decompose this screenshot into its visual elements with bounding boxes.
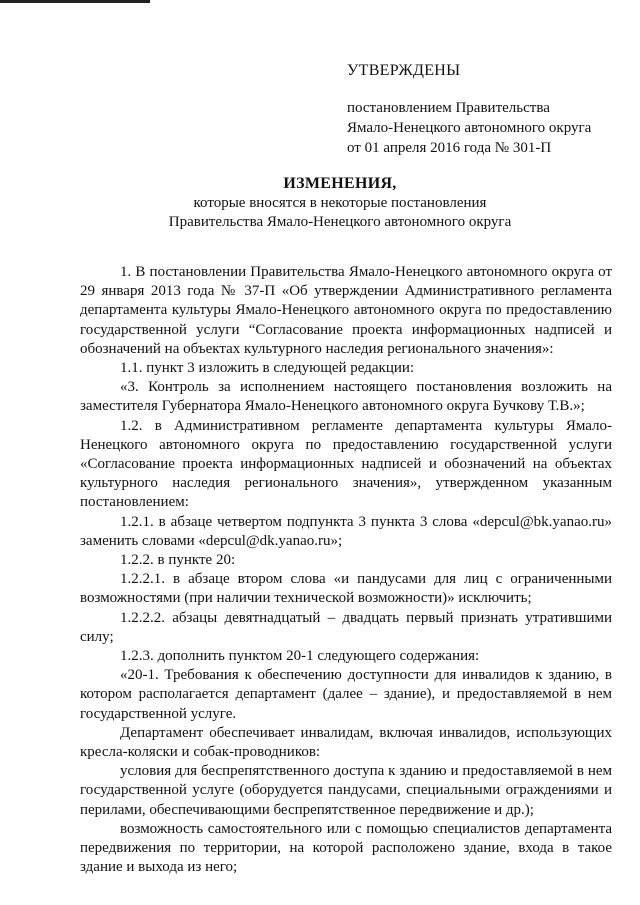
paragraph-access-conditions: условия для беспрепятственного доступа к зданию и предоставляемой в нем государственной услуге (оборудуется пандусами, специальными ограждениями и перилами, обеспечивающими беспрепятственное передвижение и др.);	[80, 763, 612, 818]
approval-line-3: от 01 апреля 2016 года № 301-П	[347, 140, 552, 156]
paragraph-1-1: 1.1. пункт 3 изложить в следующей редакции:	[120, 360, 415, 377]
document-body	[80, 263, 612, 878]
paragraph-1-2-2-1: 1.2.2.1. в абзаце втором слова «и пандусами для лиц с ограниченными возможностями (при наличии технической возможности)» исключить;	[80, 571, 612, 607]
paragraph-1-2-2-2: 1.2.2.2. абзацы девятнадцатый – двадцать первый признать утратившими силу;	[80, 609, 612, 645]
approval-line-1: постановлением Правительства	[347, 100, 550, 116]
top-scan-rule	[0, 0, 150, 3]
approval-line-2: Ямало-Ненецкого автономного округа	[347, 120, 592, 136]
paragraph-20-1: «20-1. Требования к обеспечению доступности для инвалидов к зданию, в котором располагается департамент (далее – здание), и предоставляемой в нем государственной услуге.	[80, 667, 612, 722]
paragraph-1-2-1: 1.2.1. в абзаце четвертом подпункта 3 пункта 3 слова «depcul@bk.yanao.ru» заменить словами «depcul@dk.yanao.ru»;	[80, 513, 612, 549]
approved-label: УТВЕРЖДЕНЫ	[347, 62, 461, 79]
paragraph-1: 1. В постановлении Правительства Ямало-Ненецкого автономного округа от 29 января 2013 года № 37-П «Об утверждении Административного регламента департамента культуры Ямало-Ненецкого автономного округа по предоставлению государственной услуги “Согласование проекта информационных надписей и обозначений на объектах культурного наследия регионального значения»:	[80, 264, 612, 357]
document-title	[80, 174, 600, 232]
paragraph-movement: возможность самостоятельного или с помощью специалистов департамента передвижения по территории, на которой расположено здание, входа в такое здание и выхода из него;	[80, 820, 612, 876]
paragraph-department: Департамент обеспечивает инвалидам, включая инвалидов, использующих кресла-коляски и собак-проводников:	[80, 724, 612, 761]
paragraph-1-2-2: 1.2.2. в пункте 20:	[120, 552, 236, 569]
title-heading: ИЗМЕНЕНИЯ,	[283, 175, 397, 192]
title-line-1: которые вносятся в некоторые постановления	[193, 195, 487, 211]
paragraph-1-1-text: «3. Контроль за исполнением настоящего постановления возложить на заместителя Губернатора Ямало-Ненецкого автономного округа Бучкову Т.В.»;	[80, 379, 612, 415]
approval-stamp	[347, 62, 617, 158]
title-line-2: Правительства Ямало-Ненецкого автономного округа	[168, 214, 512, 230]
paragraph-1-2: 1.2. в Административном регламенте департамента культуры Ямало-Ненецкого автономного округа по предоставлению государственной услуги «Согласование проекта информационных надписей и обозначений на объектах культурного наследия регионального значения», утвержденном указанным постановлением:	[80, 417, 612, 511]
paragraph-1-2-3: 1.2.3. дополнить пунктом 20-1 следующего содержания:	[120, 648, 480, 665]
